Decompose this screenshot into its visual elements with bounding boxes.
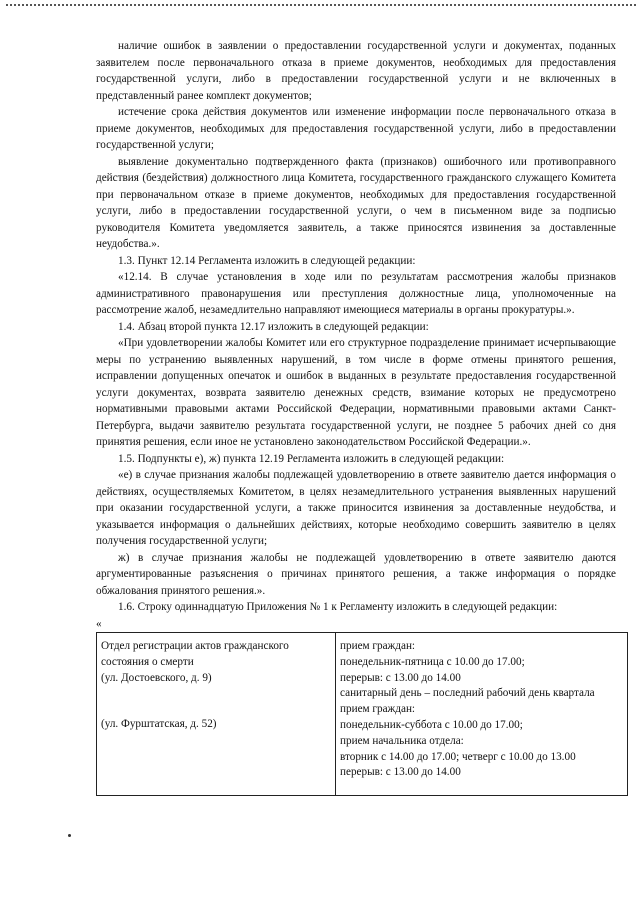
scan-speck — [68, 834, 71, 837]
address-dostoevskogo: (ул. Достоевского, д. 9) — [101, 671, 212, 684]
hours-line: прием граждан: — [340, 703, 416, 716]
address-furshtatskaya: (ул. Фурштатская, д. 52) — [101, 718, 217, 731]
paragraph: «При удовлетворении жалобы Комитет или его структурное подразделение принимает исчерпывающие меры по устранению выявленных нарушений, в том числе в форме отмены принятого решения, исправлении допущенных опечаток и ошибок в выданных в результате предоставления государственной услуги документах, возврата заявителю денежных средств, взимание которых не предусмотрено нормативными правовыми актами Российской Федерации, нормативными правовыми актами Санкт-Петербурга, выдачи заявителю результата государственной услуги, не позднее 5 рабочих дней со дня принятия решения, если иное не установлено законодательством Российской Федерации.». — [96, 337, 616, 448]
paragraph: 1.5. Подпункты е), ж) пункта 12.19 Регламента изложить в следующей редакции: — [118, 452, 505, 465]
department-name: Отдел регистрации актов гражданского состояния о смерти — [101, 640, 289, 668]
hours-cell — [336, 633, 628, 796]
hours-line: санитарный день – последний рабочий день квартала — [340, 687, 595, 700]
paragraph: «е) в случае признания жалобы подлежащей удовлетворению в ответе заявителю дается информация о действиях, осуществляемых Комитетом, в целях незамедлительного устранения выявленных нарушений при оказании государственной услуги, а также приносится извинения за доставленные неудобства, и указывается информация о дальнейших действиях, которые необходимо совершить заявителю в целях получения государственной услуги; — [96, 469, 616, 547]
paragraph: «12.14. В случае установления в ходе или по результатам рассмотрения жалобы признаков административного правонарушения или преступления должностные лица, уполномоченные на рассмотрение жалоб, незамедлительно направляют имеющиеся материалы в органы прокуратуры.». — [96, 271, 616, 316]
department-cell — [97, 633, 336, 796]
paragraph: истечение срока действия документов или изменение информации после первоначального отказа в приеме документов, необходимых для предоставления государственной услуги, либо в предоставлении государственной услуги; — [96, 106, 616, 151]
hours-line: понедельник-пятница с 10.00 до 17.00; — [340, 655, 525, 668]
paragraph: ж) в случае признания жалобы не подлежащей удовлетворению в ответе заявителю даются аргументированные разъяснения о причинах принятого решения, а также информация о порядке обжалования принятого решения.». — [96, 551, 616, 597]
paragraph: 1.6. Строку одиннадцатую Приложения № 1 к Регламенту изложить в следующей редакции: — [118, 601, 558, 613]
hours-line: прием граждан: — [340, 640, 416, 652]
paragraph: наличие ошибок в заявлении о предоставлении государственной услуги и документах, поданных заявителем после первоначального отказа в приеме документов, необходимых для предоставления государственной услуги, либо в предоставлении государственной услуги и не включенных в представленный ранее комплект документов; — [96, 40, 616, 102]
table-row — [97, 633, 628, 796]
hours-line: перерыв: с 13.00 до 14.00 — [340, 766, 461, 779]
paragraph: выявление документально подтвержденного факта (признаков) ошибочного или противоправного действия (бездействия) должностного лица Комитета, государственного гражданского служащего Комитета при первоначальном отказе в приеме документов, необходимых для предоставления государственной услуги, либо в предоставлении государственной услуги, о чем в письменном виде за подписью руководителя Комитета уведомляется заявитель, а также приносятся извинения за доставленные неудобства.». — [96, 155, 616, 250]
hours-line: понедельник-суббота с 10.00 до 17.00; — [340, 718, 523, 731]
scan-top-border — [6, 4, 636, 8]
hours-line: перерыв: с 13.00 до 14.00 — [340, 671, 461, 684]
hours-line: прием начальника отдела: — [340, 734, 464, 747]
paragraph: 1.3. Пункт 12.14 Регламента изложить в следующей редакции: — [118, 254, 416, 267]
document-body — [96, 38, 616, 632]
opening-quote: « — [96, 617, 102, 630]
paragraph: 1.4. Абзац второй пункта 12.17 изложить в следующей редакции: — [118, 320, 429, 333]
schedule-table — [96, 632, 628, 796]
hours-line: вторник с 14.00 до 17.00; четверг с 10.00 до 13.00 — [340, 750, 576, 763]
